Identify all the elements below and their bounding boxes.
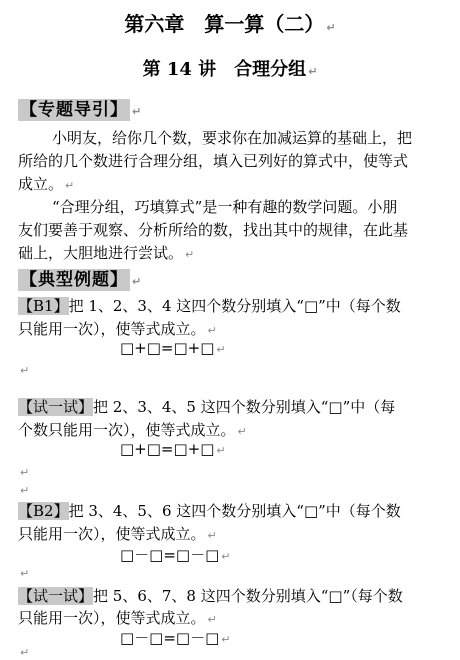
paragraph-mark: ↵ [20,567,30,580]
intro-paragraph-1-line-2: 所给的几个数进行合理分组，填入已列好的算式中，使等式 [18,152,409,170]
section-heading-examples: 【典型例题】 ↵ [20,270,143,290]
chapter-title: 第六章 算一算（二） ↵ [124,12,336,36]
example-b1-line-2: 只能用一次），使等式成立。 ↵ [18,320,217,338]
intro-paragraph-1-line-3: 成立。 ↵ [18,175,75,193]
intro-paragraph-1-line-1: 小明友，给你几个数，要求你在加减运算的基础上，把 [52,129,413,147]
example-b1-equation: □+□=□+□ ↵ [120,339,226,357]
paragraph-mark: ↵ [20,646,30,659]
section-heading-label: 【典型例题】 [20,270,128,290]
example-label: 【试一试】 [18,398,94,416]
intro-paragraph-2-line-1: “合理分组，巧填算式”是一种有趣的数学问题。小朋 [52,198,398,216]
try-2-equation: □－□=□－□ ↵ [120,629,231,647]
paragraph-mark: ↵ [20,466,30,479]
example-b2-equation: □－□=□－□ ↵ [120,546,231,564]
try-2-line-1: 【试一试】把 5、6、7、8 这四个数分别填入“□”（每个数 [18,587,403,605]
try-1-line-2: 个数只能用一次），使等式成立。 ↵ [18,421,247,439]
try-1-equation: □+□=□+□ ↵ [120,440,226,458]
section-heading-intro: 【专题导引】 ↵ [20,100,143,120]
example-b2-line-1: 【B2】把 3、4、5、6 这四个数分别填入“□”中（每个数 [18,502,401,520]
example-label: 【B1】 [18,297,69,315]
try-1-line-1: 【试一试】把 2、3、4、5 这四个数分别填入“□”中（每 [18,398,396,416]
lecture-title: 第 14 讲 合理分组 ↵ [142,59,318,80]
section-heading-label: 【专题导引】 [20,100,128,120]
intro-paragraph-2-line-2: 友们要善于观察、分析所给的数，找出其中的规律，在此基 [18,221,409,239]
example-b2-line-2: 只能用一次），使等式成立。 ↵ [18,525,217,543]
try-2-line-2: 只能用一次），使等式成立。 ↵ [18,609,217,627]
paragraph-mark: ↵ [20,364,30,377]
example-label: 【试一试】 [18,587,94,605]
example-label: 【B2】 [18,502,69,520]
example-b1-line-1: 【B1】把 1、2、3、4 这四个数分别填入“□”中（每个数 [18,297,401,315]
paragraph-mark: ↵ [20,484,30,497]
intro-paragraph-2-line-3: 础上，大胆地进行尝试。 ↵ [18,244,195,262]
